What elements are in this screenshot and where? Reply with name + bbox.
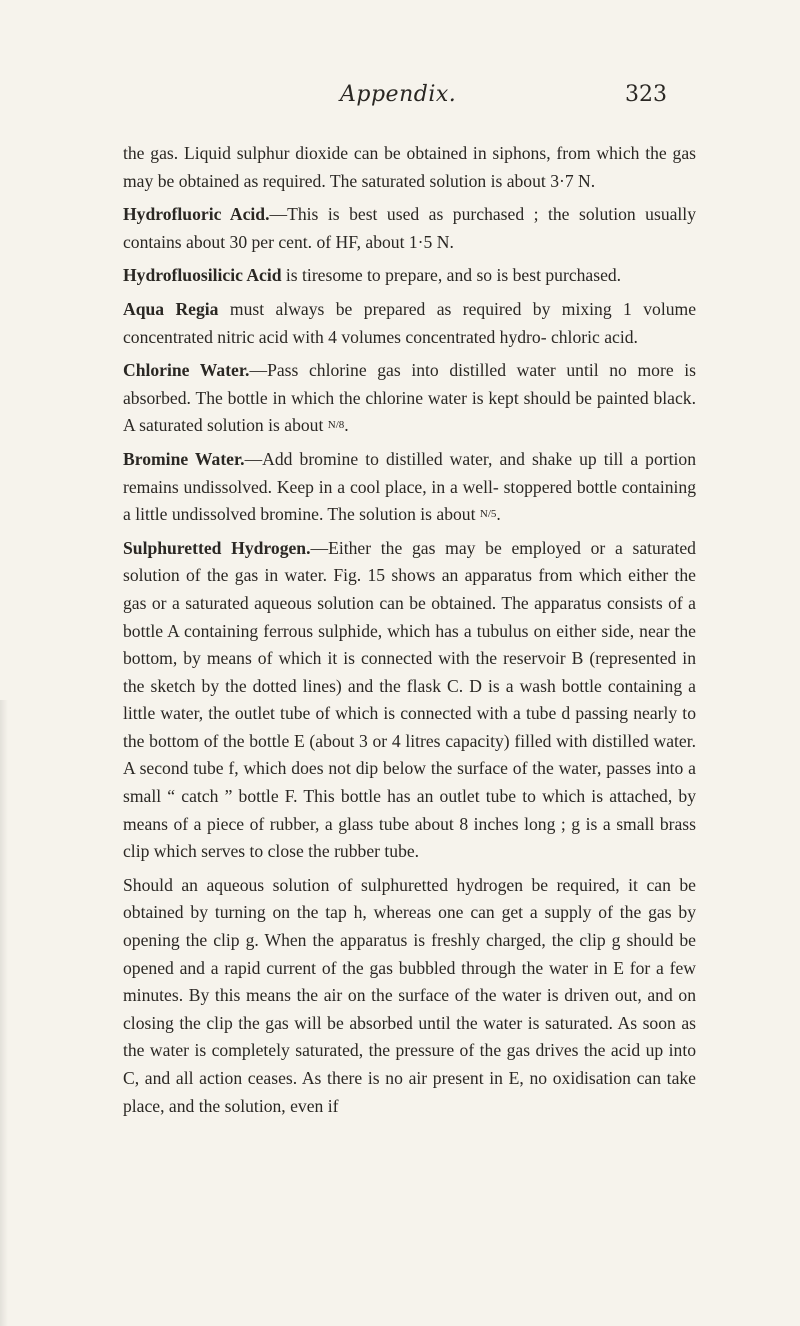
paragraph-aqueous-solution bbox=[123, 872, 696, 1120]
paragraph-tail: . bbox=[344, 415, 349, 436]
paragraph-aqua-regia bbox=[123, 296, 696, 351]
paragraph-bromine-water bbox=[123, 446, 696, 529]
page-header bbox=[0, 82, 800, 122]
paragraph-hydrofluoric-acid bbox=[123, 201, 696, 256]
body-text bbox=[123, 140, 696, 1126]
term-heading: Hydrofluosilicic Acid bbox=[123, 265, 282, 286]
term-heading: Chlorine Water. bbox=[123, 360, 250, 381]
paragraph-chlorine-water bbox=[123, 357, 696, 440]
paragraph-text: —Either the gas may be employed or a saturated solution of the gas in water. Fig. 15 shows an apparatus from which either the gas or a saturated aqueous solution can be obtained. The apparatus consists of a bottle A containing ferrous sulphide, which has a tubulus on either side, near the bottom, by means of which it is connected with the reservoir B (represented in the sketch by the dotted lines) and the flask C. D is a wash bottle containing a little water, the outlet tube of which is connected with a tube d passing nearly to the bottom of the bottle E (about 3 or 4 litres capacity) filled with distilled water. A second tube f, which does not dip below the surface of the water, passes into a small “ catch ” bottle F. This bottle has an outlet tube to which is attached, by means of a piece of rubber, a glass tube about 8 inches long ; g is a small brass clip which serves to close the rubber tube. bbox=[123, 537, 696, 862]
paragraph-sulphuretted-hydrogen bbox=[123, 535, 696, 866]
page-edge-shadow bbox=[0, 700, 8, 1326]
paragraph-text: is tiresome to prepare, and so is best purchased. bbox=[281, 265, 622, 286]
paragraph-text: the gas. Liquid sulphur dioxide can be obtained in siphons, from which the gas may be obtained as required. The saturated solution is about 3·7 N. bbox=[123, 143, 696, 191]
paragraph-text: —Pass chlorine gas into distilled water until no more is absorbed. The bottle in which the chlorine water is kept should be painted black. A saturated solution is about bbox=[123, 360, 696, 436]
paragraph-text: Should an aqueous solution of sulphuretted hydrogen be required, it can be obtained by turning on the tap h, whereas one can get a supply of the gas by opening the clip g. When the apparatus is freshly charged, the clip g should be opened and a rapid current of the gas bubbled through the water in E for a few minutes. By this means the air on the surface of the water is driven out, and on closing the clip the gas will be absorbed until the water is saturated. As soon as the water is completely saturated, the pressure of the gas drives the acid up into C, and all action ceases. As there is no air present in E, no oxidisation can take place, and the solution, even if bbox=[123, 874, 696, 1116]
paragraph-text: must always be prepared as required by mixing 1 volume concentrated nitric acid with 4 volumes concentrated hydro- chloric acid. bbox=[123, 298, 697, 347]
paragraph-hydrofluosilicic-acid bbox=[123, 262, 696, 290]
running-head: Appendix. bbox=[340, 82, 457, 107]
paragraph-text: —Add bromine to distilled water, and shake up till a portion remains undissolved. Keep in a cool place, in a well- stoppered bottle containing a little undissolved bromine. The solution is about bbox=[123, 448, 696, 525]
term-heading: Aqua Regia bbox=[123, 298, 219, 319]
term-heading: Hydrofluoric Acid. bbox=[123, 204, 270, 225]
paragraph-sulphur-dioxide bbox=[123, 140, 696, 195]
term-heading: Sulphuretted Hydrogen. bbox=[123, 537, 311, 558]
page-number: 323 bbox=[625, 82, 667, 107]
fraction: N/8 bbox=[327, 419, 345, 432]
fraction: N/5 bbox=[479, 508, 497, 521]
paragraph-tail: . bbox=[496, 504, 501, 525]
paragraph-text: —This is best used as purchased ; the solution usually contains about 30 per cent. of HF, about 1·5 N. bbox=[123, 204, 696, 252]
term-heading: Bromine Water. bbox=[123, 448, 245, 469]
